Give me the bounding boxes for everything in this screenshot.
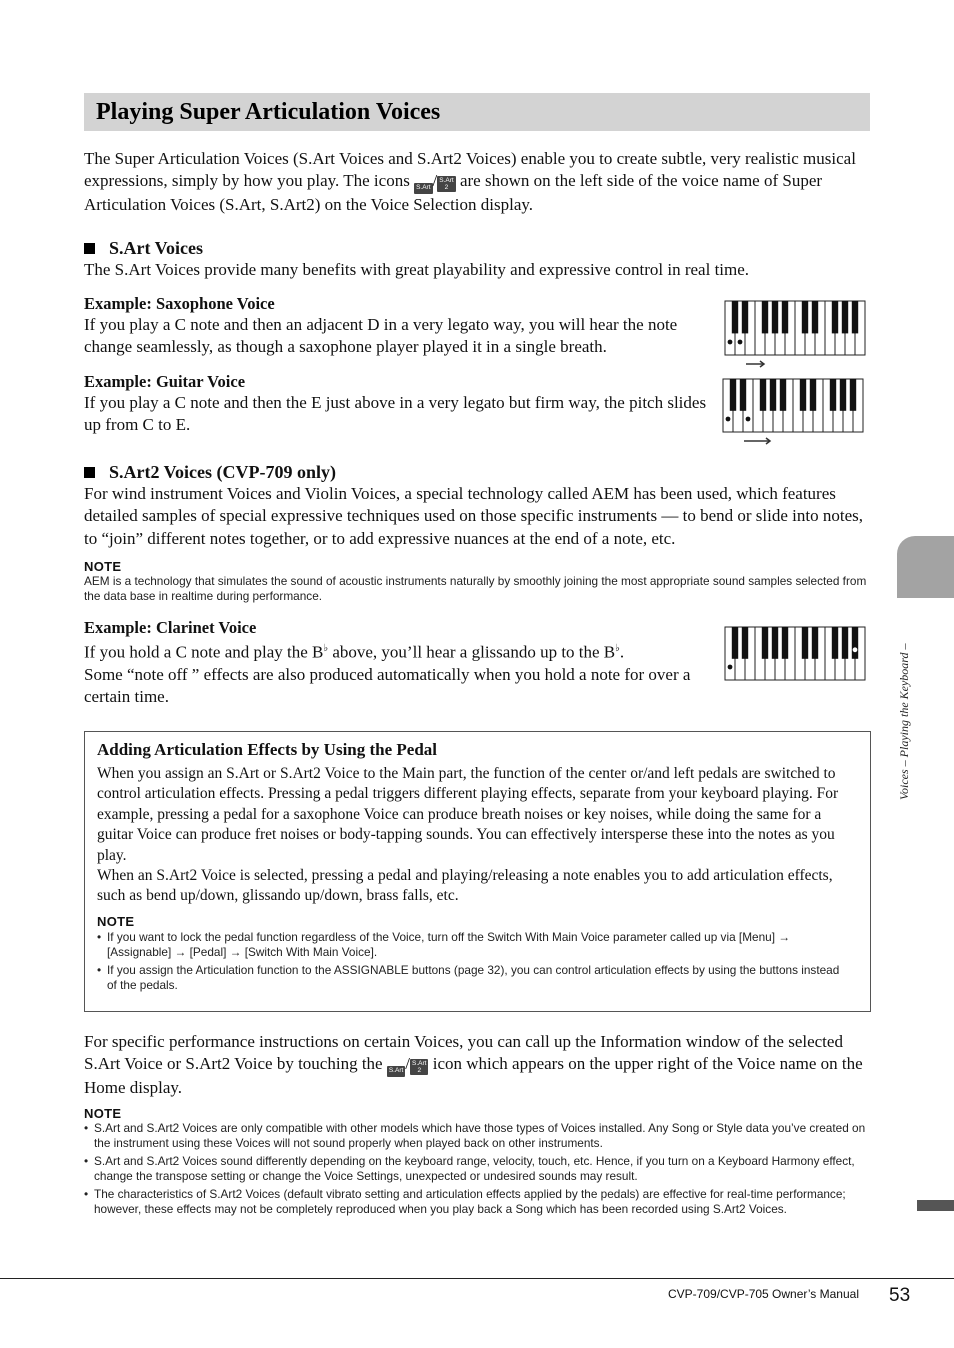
chapter-side-label: Voices – Playing the Keyboard – <box>897 643 911 800</box>
page-edge-marker <box>917 1200 954 1211</box>
page-title: Playing Super Articulation Voices <box>96 99 441 125</box>
black-key <box>800 379 806 411</box>
sax-example-title: Example: Saxophone Voice <box>84 294 275 313</box>
clarinet-example <box>84 618 694 709</box>
chapter-tab <box>897 536 954 598</box>
pedal-note-1: • If you want to lock the pedal function regardless of the Voice, turn off the Switch With Main Voice parameter called up via [Menu] → [Assignable] → [Pedal] → [Switch With Main Voice]. <box>97 930 849 960</box>
sart-icon: S.Art <box>387 1066 405 1077</box>
flat-symbol: ♭ <box>615 643 620 654</box>
final-note-item: • S.Art and S.Art2 Voices sound differently depending on the keyboard range, velocity, touch, etc. Hence, if you turn on a Keyboard Harmony effect, change the transpose setting or change the Voice Settings, unexpected or undesired sounds may result. <box>84 1154 870 1184</box>
black-key <box>832 627 838 659</box>
black-key <box>842 627 848 659</box>
black-key <box>852 627 858 659</box>
note-label: NOTE <box>84 1106 122 1121</box>
black-key <box>812 301 818 333</box>
black-key <box>740 379 746 411</box>
sart2-heading: S.Art2 Voices (CVP-709 only) <box>84 462 870 483</box>
black-key <box>732 301 738 333</box>
note-dot <box>728 665 733 670</box>
black-key <box>830 379 836 411</box>
final-note <box>84 1106 870 1220</box>
black-key <box>782 301 788 333</box>
pedal-box-title: Adding Articulation Effects by Using the Pedal <box>97 740 438 759</box>
note-dot <box>738 340 743 345</box>
intro-text-2: are shown on the left side of the voice name of Super Articulation Voices (S.Art, S.Art2) on the Voice Selection display. <box>84 171 823 214</box>
intro-paragraph <box>84 148 870 216</box>
black-key <box>762 301 768 333</box>
black-key <box>802 627 808 659</box>
guitar-example-body: If you play a C note and then the E just above in a very legato but firm way, the pitch slides up from C to E. <box>84 393 707 435</box>
final-note-item: • The characteristics of S.Art2 Voices (default vibrato setting and articulation effects applied by the pedals) are effective for real-time performance; however, these effects may not be completely reproduced when you play back a Song which has been recorded using S.Art2 Voices. <box>84 1187 870 1217</box>
intro-separator: / <box>432 171 438 191</box>
sart-body: The S.Art Voices provide many benefits with great playability and expressive control in real time. <box>84 260 750 279</box>
pedal-info-box <box>84 731 871 1012</box>
note-dot <box>726 417 731 422</box>
closing-separator: / <box>405 1054 411 1074</box>
keyboard-diagram-clarinet <box>724 626 866 682</box>
black-key <box>840 379 846 411</box>
intro-text-1: The Super Articulation Voices (S.Art Voices and S.Art2 Voices) enable you to create subtle, very realistic musical expressions, simply by how you play. The icons <box>84 149 856 191</box>
clarinet-example-body: If you hold a C note and play the B♭ above, you’ll hear a glissando up to the B♭. Some “note off ” effects are also produced automatically when you hold a note for over a certain time. <box>84 642 691 707</box>
keyboard-diagram-sax <box>724 300 866 370</box>
black-key <box>732 627 738 659</box>
note-label: NOTE <box>97 913 135 929</box>
black-key <box>832 301 838 333</box>
note-dot <box>746 417 751 422</box>
sax-example-body: If you play a C note and then an adjacent D in a very legato way, you will hear the note change seamlessly, as though a saxophone player played it in a single breath. <box>84 315 678 357</box>
note-dot <box>853 647 858 652</box>
black-key <box>810 379 816 411</box>
pedal-note-2: • If you assign the Articulation function to the ASSIGNABLE buttons (page 32), you can control articulation effects by using the buttons instead of the pedals. <box>97 963 849 993</box>
pedal-box-p1: When you assign an S.Art or S.Art2 Voice to the Main part, the function of the center or/and left pedals are switched to control articulation effects. Pressing a pedal triggers different playing effects, separate from your keyboard playing. For example, pressing a pedal for a saxophone Voice can produce breath noises or key noises, while doing the same for a guitar Voice can produce fret noises or body-tapping sounds. You can effectively intersperse these into the notes as you play. <box>97 765 839 864</box>
title-bar <box>84 93 870 131</box>
black-key <box>772 301 778 333</box>
black-key <box>742 301 748 333</box>
aem-note-text: AEM is a technology that simulates the sound of acoustic instruments naturally by smoothly joining the most appropriate sound samples selected from the data base in realtime during performance. <box>84 573 867 603</box>
footer-manual-title: CVP-709/CVP-705 Owner’s Manual <box>668 1287 859 1301</box>
black-key <box>842 301 848 333</box>
black-key <box>780 379 786 411</box>
bullet-square-icon <box>84 243 95 254</box>
black-key <box>812 627 818 659</box>
black-key <box>850 379 856 411</box>
sart-section <box>84 238 870 281</box>
sart-icon: S.Art <box>414 183 432 194</box>
sax-example <box>84 294 704 359</box>
sart2-icon: S.Art 2 <box>439 177 454 192</box>
pedal-box-p2: When an S.Art2 Voice is selected, pressing a pedal and playing/releasing a note enables you to add articulation effects, such as bend up/down, glissando up/down, brass falls, etc. <box>97 867 833 905</box>
closing-text-2: icon which appears on the upper right of the Voice name on the Home display. <box>84 1054 863 1097</box>
flat-symbol: ♭ <box>323 643 329 654</box>
sart2-icon: S.Art 2 <box>412 1060 427 1075</box>
closing-text-1: For specific performance instructions on certain Voices, you can call up the Information window of the selected S.Art Voice or S.Art2 Voice by touching the <box>84 1032 843 1074</box>
black-key <box>742 627 748 659</box>
black-key <box>762 627 768 659</box>
bullet-square-icon <box>84 467 95 478</box>
page-number: 53 <box>889 1285 911 1306</box>
black-key <box>802 301 808 333</box>
black-key <box>772 627 778 659</box>
closing-paragraph <box>84 1031 870 1099</box>
sart2-body: For wind instrument Voices and Violin Voices, a special technology called AEM has been used, which features detailed samples of special expressive techniques used on those specific instruments — to bend or slide into notes, to “join” different notes together, or to add expressive nuances at the end of a note, etc. <box>84 484 863 548</box>
note-dot <box>728 340 733 345</box>
sart-heading: S.Art Voices <box>84 238 870 259</box>
clarinet-example-title: Example: Clarinet Voice <box>84 618 257 637</box>
final-note-item: • S.Art and S.Art2 Voices are only compatible with other models which have those types of Voices installed. Any Song or Style data you’ve created on the instrument using these Voices will not sound properly when played back on other instruments. <box>84 1121 870 1151</box>
footer-rule <box>0 1278 954 1279</box>
black-key <box>770 379 776 411</box>
black-key <box>852 301 858 333</box>
black-key <box>782 627 788 659</box>
keyboard-diagram-guitar <box>722 378 866 448</box>
guitar-example <box>84 372 709 437</box>
black-key <box>760 379 766 411</box>
sart2-section <box>84 462 870 604</box>
black-key <box>730 379 736 411</box>
note-label: NOTE <box>84 558 122 574</box>
guitar-example-title: Example: Guitar Voice <box>84 372 246 391</box>
